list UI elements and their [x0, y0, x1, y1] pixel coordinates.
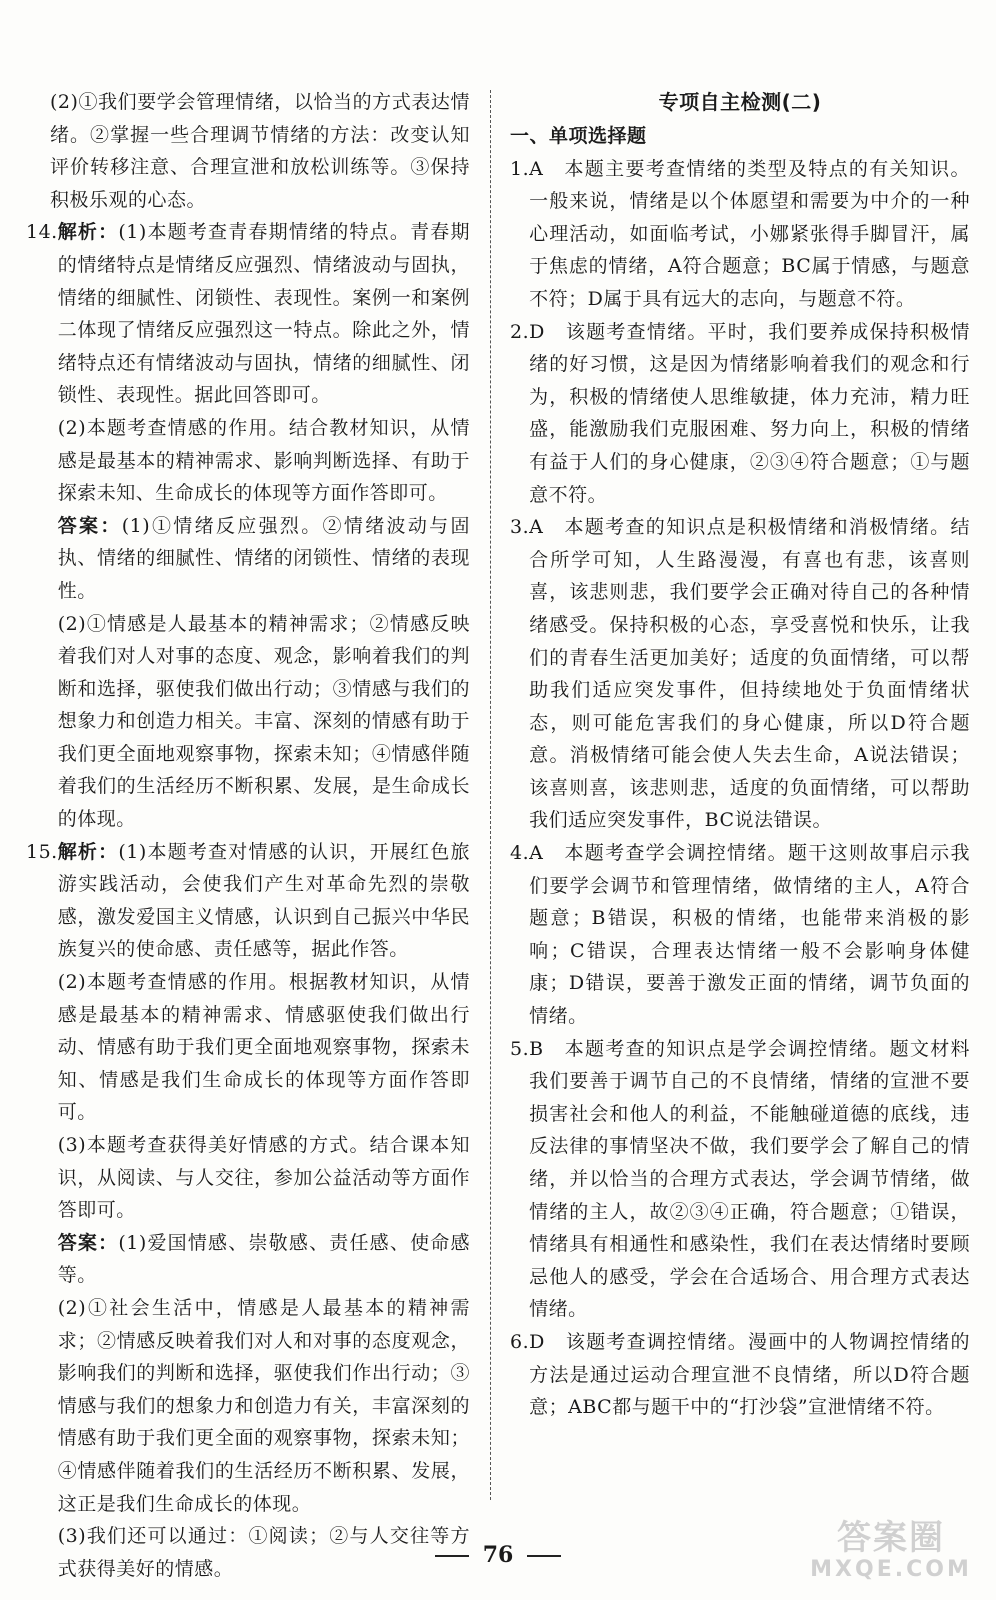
item-15-body: [58, 836, 470, 1586]
choice-item-number: 1.: [510, 157, 530, 180]
answer-label: 答案：: [57, 514, 122, 537]
subsection-title: 一、单项选择题: [510, 125, 647, 147]
choice-item-number: 5.: [510, 1037, 530, 1060]
item-14-analysis-text: (1)本题考查青春期情绪的特点。青春期的情绪特点是情绪反应强烈、情绪波动与固执，情绪的细腻性、闭锁性、表现性。案例一和案例二体现了情绪反应强烈这一特点。除此之外，情绪特点还有情绪波动与固执，情绪的细腻性、闭锁性、表现性。据此回答即可。: [57, 221, 470, 407]
choice-item-number: 4.: [510, 842, 530, 865]
item-15-number: 15.: [26, 840, 58, 863]
item-14-answer-2: (2)①情感是人最基本的精神需求；②情感反映着我们对人对事的态度、观念，影响着我们的判断和选择，驱使我们做出行动；③情感与我们的想象力和创造力相关。丰富、深刻的情感有助于我们更全面地观察事物，探索未知；④情感伴随着我们的生活经历不断积累、发展，是生命成长的体现。: [57, 612, 470, 831]
watermark-logo: [806, 1518, 976, 1588]
item-15: [26, 836, 470, 1586]
choice-item-text: A 本题主要考查情绪的类型及特点的有关知识。一般来说，情绪是以个体愿望和需要为中介的一种心理活动，如面临考试，小娜紧张得手脚冒汗，属于焦虑的情绪，A符合题意；BC属于情感，与题意不符；D属于具有远大的志向，与题意不符。: [529, 157, 970, 310]
page-number-dash-left: [435, 1555, 469, 1557]
column-divider: [490, 90, 491, 1500]
item-14-body: [58, 216, 470, 835]
choice-item-2: [510, 316, 970, 512]
choice-item-text: D 该题考查情绪。平时，我们要养成保持积极情绪的好习惯，这是因为情绪影响着我们的观念和行为，积极的情绪使人思维敏捷，体力充沛，精力旺盛，能激励我们克服困难、努力向上，积极的情绪有益于人们的身心健康，②③④符合题意；①与题意不符。: [529, 320, 970, 506]
item-14-answer-1-text: (1)①情绪反应强烈。②情绪波动与固执、情绪的细腻性、情绪的闭锁性、情绪的表现性。: [57, 514, 470, 602]
right-column: [510, 86, 970, 1424]
item-15-analysis-text: (1)本题考查对情感的认识，开展红色旅游实践活动，会使我们产生对革命先烈的崇敬感，激发爱国主义情感，认识到自己振兴中华民族复兴的使命感、责任感等，据此作答。: [57, 840, 470, 961]
choice-item-3: [510, 511, 970, 837]
item-15-answer-2: (2)①社会生活中，情感是人最基本的精神需求；②情感反映着我们对人和对事的态度观念，影响我们的判断和选择，驱使我们作出行动；③情感与我们的想象力和创造力有关，丰富深刻的情感有助于我们更全面的观察事物，探索未知；④情感伴随着我们的生活经历不断积累、发展，这正是我们生命成长的体现。: [57, 1296, 470, 1515]
item-15-answer-3: (3)我们还可以通过：①阅读；②与人交往等方式获得美好的情感。: [57, 1525, 470, 1580]
choice-item-5: [510, 1033, 970, 1326]
item13-part2: (2)①我们要学会管理情绪，以恰当的方式表达情绪。②掌握一些合理调节情绪的方法：改变认知评价转移注意、合理宣泄和放松训练等。③保持积极乐观的心态。: [50, 91, 470, 211]
choice-item-text: A 本题考查学会调控情绪。题干这则故事启示我们要学会调节和管理情绪，做情绪的主人，A符合题意；B错误，积极的情绪，也能带来消极的影响；C错误，合理表达情绪一般不会影响身体健康；D错误，要善于激发正面的情绪，调节负面的情绪。: [529, 842, 970, 1028]
item-15-analysis-p1: [58, 836, 470, 966]
choice-item-number: 6.: [510, 1330, 530, 1353]
section-title: 专项自主检测(二): [658, 90, 822, 114]
analysis-label: 解析：: [57, 221, 119, 244]
item-15-answer-1-text: (1)爱国情感、崇敬感、责任感、使命感等。: [57, 1231, 470, 1287]
page-number-value: 76: [482, 1542, 514, 1568]
choice-item-4: [510, 837, 970, 1033]
choice-item-number: 3.: [510, 516, 530, 539]
watermark-line-2: MXQE.COM: [810, 1557, 972, 1582]
answer-label: 答案：: [57, 1231, 119, 1254]
choice-item-text: D 该题考查调控情绪。漫画中的人物调控情绪的方法是通过运动合理宣泄不良情绪，所以D符合题意；ABC都与题干中的“打沙袋”宣泄情绪不符。: [529, 1330, 970, 1419]
choice-item-6: [510, 1326, 970, 1424]
item-15-answer-1: [58, 1227, 470, 1292]
choice-item-1: [510, 153, 970, 316]
item-14-analysis-p1: [58, 216, 470, 412]
choice-item-text: A 本题考查的知识点是积极情绪和消极情绪。结合所学可知，人生路漫漫，有喜也有悲，该喜则喜，该悲则悲，我们要学会正确对待自己的各种情绪感受。保持积极的心态，享受喜悦和快乐，让我们的青春生活更加美好；适度的负面情绪，可以帮助我们适应突发事件，但持续地处于负面情绪状态，则可能危害我们的身心健康，所以D符合题意。消极情绪可能会使人失去生命，A说法错误；该喜则喜，该悲则悲，适度的负面情绪，可以帮助我们适应突发事件，BC说法错误。: [529, 516, 970, 832]
left-column: [26, 86, 470, 1585]
page-number-dash-right: [527, 1555, 561, 1557]
item-14-answer-1: [58, 510, 470, 608]
item-15-analysis-p2: (2)本题考查情感的作用。根据教材知识，从情感是最基本的精神需求、情感驱使我们做出行动、情感有助于我们更全面地观察事物，探索未知、情感是我们生命成长的体现等方面作答即可。: [57, 971, 470, 1124]
choice-item-text: B 本题考查的知识点是学会调控情绪。题文材料我们要善于调节自己的不良情绪，情绪的宣泄不要损害社会和他人的利益，不能触碰道德的底线，违反法律的事情坚决不做，我们要学会了解自己的情绪，并以恰当的合理方式表达，学会调节情绪，做情绪的主人，故②③④正确，符合题意；①错误，情绪具有相通性和感染性，我们在表达情绪时要顾忌他人的感受，学会在合适场合、用合理方式表达情绪。: [529, 1037, 970, 1321]
choice-item-number: 2.: [510, 320, 530, 343]
item-14-number: 14.: [26, 221, 58, 244]
watermark-line-1: 答案圈: [837, 1518, 945, 1558]
analysis-label: 解析：: [57, 840, 119, 863]
item-14: [26, 216, 470, 835]
item-15-analysis-p3: (3)本题考查获得美好情感的方式。结合课本知识，从阅读、与人交往，参加公益活动等方面作答即可。: [57, 1134, 470, 1222]
item-14-analysis-p2: (2)本题考查情感的作用。结合教材知识，从情感是最基本的精神需求、影响判断选择、有助于探索未知、生命成长的体现等方面作答即可。: [57, 416, 470, 505]
